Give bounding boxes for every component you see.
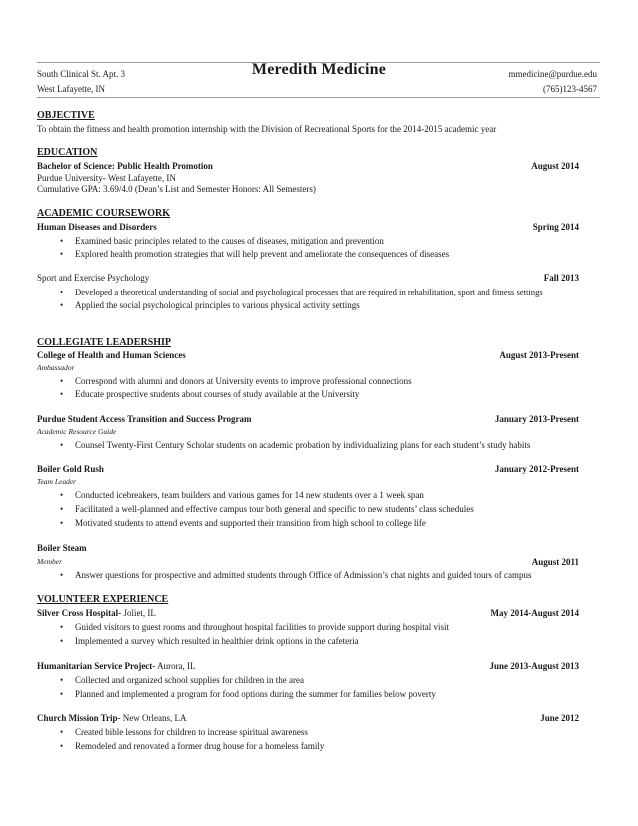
course-title: Sport and Exercise Psychology: [37, 273, 150, 283]
bullet-item: • Answer questions for prospective and admitted students through Office of Admission’s chat nights and guided tours of campus: [60, 570, 532, 580]
bullet-item: • Developed a theoretical understanding of social and psychological processes that are required in rehabilitation, sport and fitness settings: [60, 287, 543, 297]
org-date: August 2013-Present: [499, 350, 579, 360]
course-row: [37, 273, 579, 283]
section-heading-volunteer: VOLUNTEER EXPERIENCE: [37, 594, 169, 605]
address-line-1: South Clinical St. Apt. 3: [37, 69, 126, 79]
bullet-item: • Correspond with alumni and donors at University events to improve professional connections: [60, 376, 412, 386]
bullet-item: • Explored health promotion strategies that will help prevent and ameliorate the consequences of diseases: [60, 249, 450, 259]
section-heading-coursework: ACADEMIC COURSEWORK: [37, 208, 171, 219]
org-date: August 2011: [531, 557, 579, 567]
role-title: Academic Resource Guide: [37, 427, 117, 436]
org-date: January 2012-Present: [494, 464, 579, 474]
org-line: Silver Cross Hospital- Joliet, IL: [37, 608, 156, 618]
bullet-item: • Collected and organized school supplies for children in the area: [60, 675, 305, 685]
role-title: Team Leader: [37, 477, 77, 486]
leadership-row: [37, 543, 579, 553]
volunteer-row: [37, 661, 579, 671]
course-title: Human Diseases and Disorders: [37, 222, 157, 232]
leadership-row: [37, 350, 579, 360]
course-row: [37, 222, 579, 232]
bullet-item: • Counsel Twenty-First Century Scholar students on academic probation by individualizing plans for each student’s study habits: [60, 440, 531, 450]
bullet-item: • Motivated students to attend events and supported their transition from high school to college life: [60, 518, 426, 528]
section-heading-objective: OBJECTIVE: [37, 110, 95, 121]
top-rule: [37, 62, 600, 63]
course-date: Spring 2014: [532, 222, 579, 232]
school: Purdue University- West Lafayette, IN: [37, 173, 176, 183]
education-row: [37, 161, 579, 171]
org-line: Humanitarian Service Project- Aurora, IL: [37, 661, 196, 671]
leadership-row-dates: [37, 557, 579, 567]
org-date: June 2013-August 2013: [489, 661, 579, 671]
graduation-date: August 2014: [531, 161, 579, 171]
bullet-item: • Remodeled and renovated a former drug house for a homeless family: [60, 741, 325, 751]
bullet-item: • Guided visitors to guest rooms and throughout hospital facilities to provide support during hospital visit: [60, 622, 449, 632]
volunteer-row: [37, 713, 579, 723]
bullet-item: • Conducted icebreakers, team builders and various games for 14 new students over a 1 week span: [60, 490, 424, 500]
role-title: Ambassador: [37, 363, 75, 372]
org-name: Boiler Gold Rush: [37, 464, 104, 474]
bullet-item: • Examined basic principles related to the causes of diseases, mitigation and prevention: [60, 236, 384, 246]
org-date: May 2014-August 2014: [490, 608, 579, 618]
org-name: Boiler Steam: [37, 543, 87, 553]
header-rule: [37, 97, 600, 98]
address-line-2: West Lafayette, IN: [37, 84, 105, 94]
bullet-item: • Created bible lessons for children to increase spiritual awareness: [60, 727, 308, 737]
phone: (765)123-4567: [543, 84, 597, 94]
bullet-item: • Planned and implemented a program for food options during the summer for families below poverty: [60, 689, 436, 699]
role-title: Member: [37, 557, 62, 566]
volunteer-row: [37, 608, 579, 618]
org-line: Church Mission Trip- New Orleans, LA: [37, 713, 187, 723]
org-date: January 2013-Present: [494, 414, 579, 424]
org-name: Purdue Student Access Transition and Success Program: [37, 414, 252, 424]
candidate-name: Meredith Medicine: [251, 61, 387, 78]
section-heading-leadership: COLLEGIATE LEADERSHIP: [37, 337, 172, 348]
leadership-row: [37, 414, 579, 424]
bullet-item: • Educate prospective students about courses of study available at the University: [60, 389, 360, 399]
bullet-item: • Implemented a survey which resulted in healthier drink options in the cafeteria: [60, 636, 359, 646]
bullet-item: • Facilitated a well-planned and effective campus tour both general and specific to new students’ class schedules: [60, 504, 474, 514]
org-name: College of Health and Human Sciences: [37, 350, 186, 360]
email: mmedicine@purdue.edu: [508, 69, 597, 79]
gpa: Cumulative GPA: 3.69/4.0 (Dean’s List and Semester Honors: All Semesters): [37, 184, 316, 194]
objective-text: To obtain the fitness and health promotion internship with the Division of Recreational Sports for the 2014-2015 academic year: [37, 124, 497, 134]
degree: Bachelor of Science: Public Health Promotion: [37, 161, 213, 171]
bullet-item: • Applied the social psychological principles to various physical activity settings: [60, 300, 360, 310]
section-heading-education: EDUCATION: [37, 147, 98, 158]
leadership-row: [37, 464, 579, 474]
org-date: June 2012: [540, 713, 579, 723]
course-date: Fall 2013: [543, 273, 579, 283]
